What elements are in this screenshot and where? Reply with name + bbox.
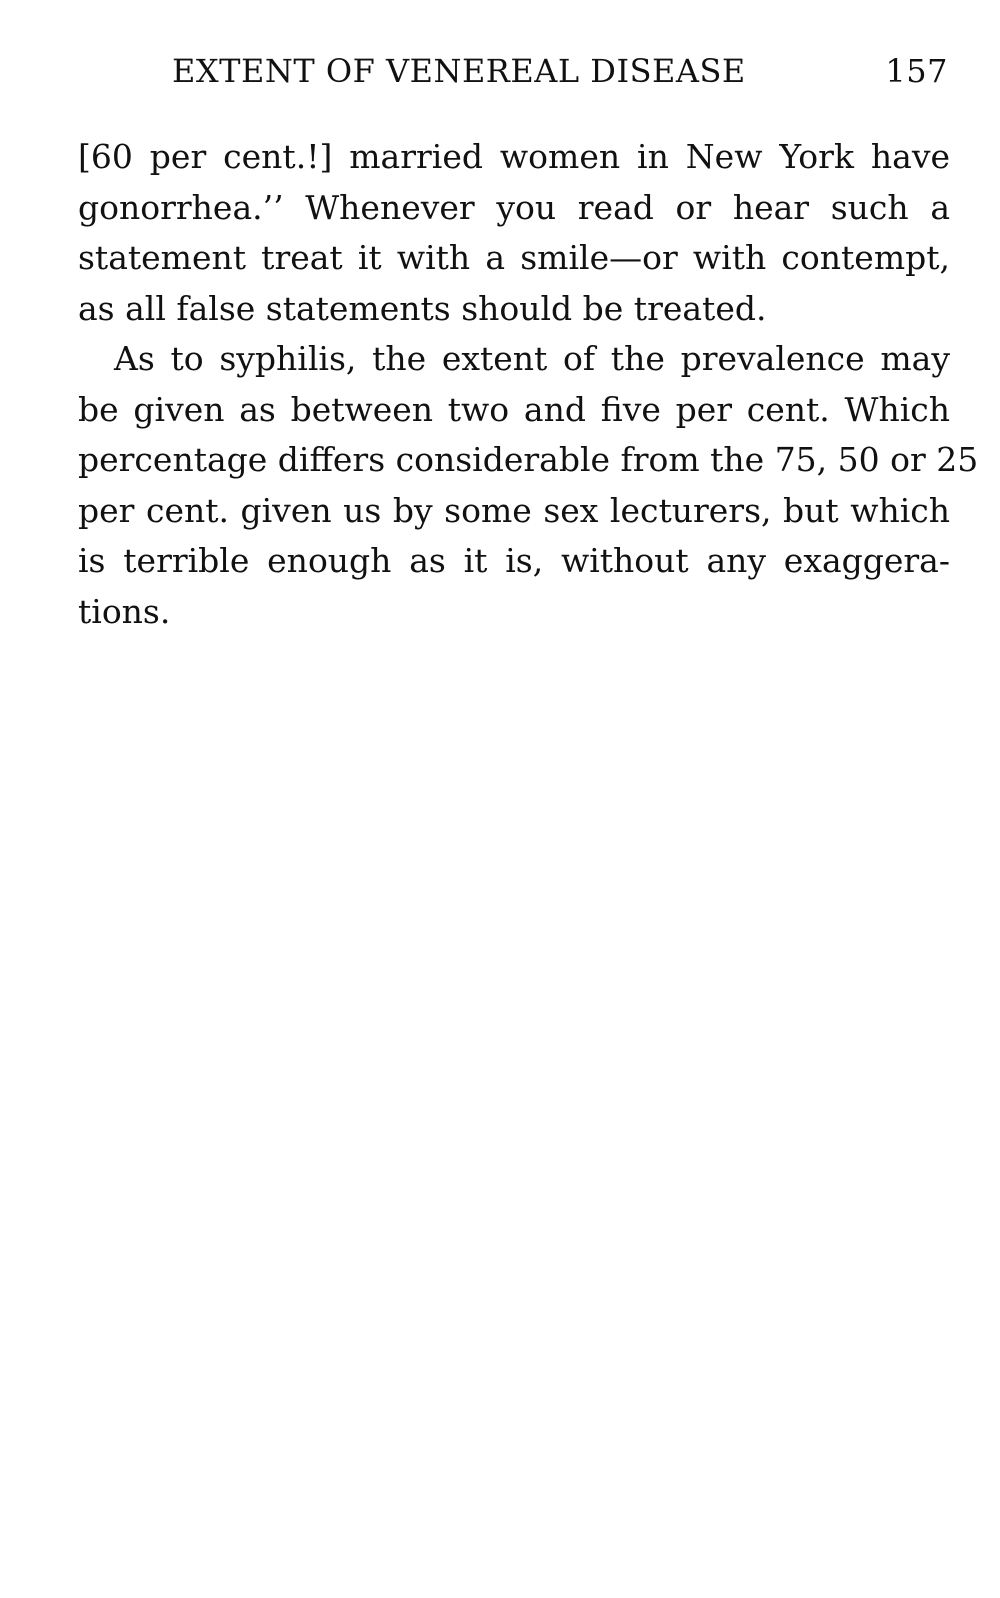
text-line: percentage differs considerable from the 75, 50 or 25: [78, 440, 979, 479]
text-line: as all false statements should be treated.: [78, 288, 767, 328]
text-line: per cent. given us by some sex lecturers, but which: [78, 490, 950, 530]
text-line: tions.: [78, 591, 171, 631]
running-head: [172, 52, 948, 96]
text-line: As to syphilis, the extent of the prevalence may: [114, 339, 950, 378]
text-line: statement treat it with a smile—or with contempt,: [78, 238, 950, 277]
text-line: [60 per cent.!] married women in New York have: [78, 137, 950, 176]
text-line: be given as between two and five per cent. Which: [78, 389, 950, 429]
page-number: 157: [885, 52, 948, 90]
paragraph-1: [78, 132, 950, 334]
body-text: [78, 132, 979, 637]
chapter-title: EXTENT OF VENEREAL DISEASE: [172, 52, 746, 90]
text-line: gonorrhea.’’ Whenever you read or hear such a: [78, 187, 950, 227]
paragraph-2: [78, 334, 979, 637]
text-line: is terrible enough as it is, without any exaggera-: [78, 541, 950, 580]
